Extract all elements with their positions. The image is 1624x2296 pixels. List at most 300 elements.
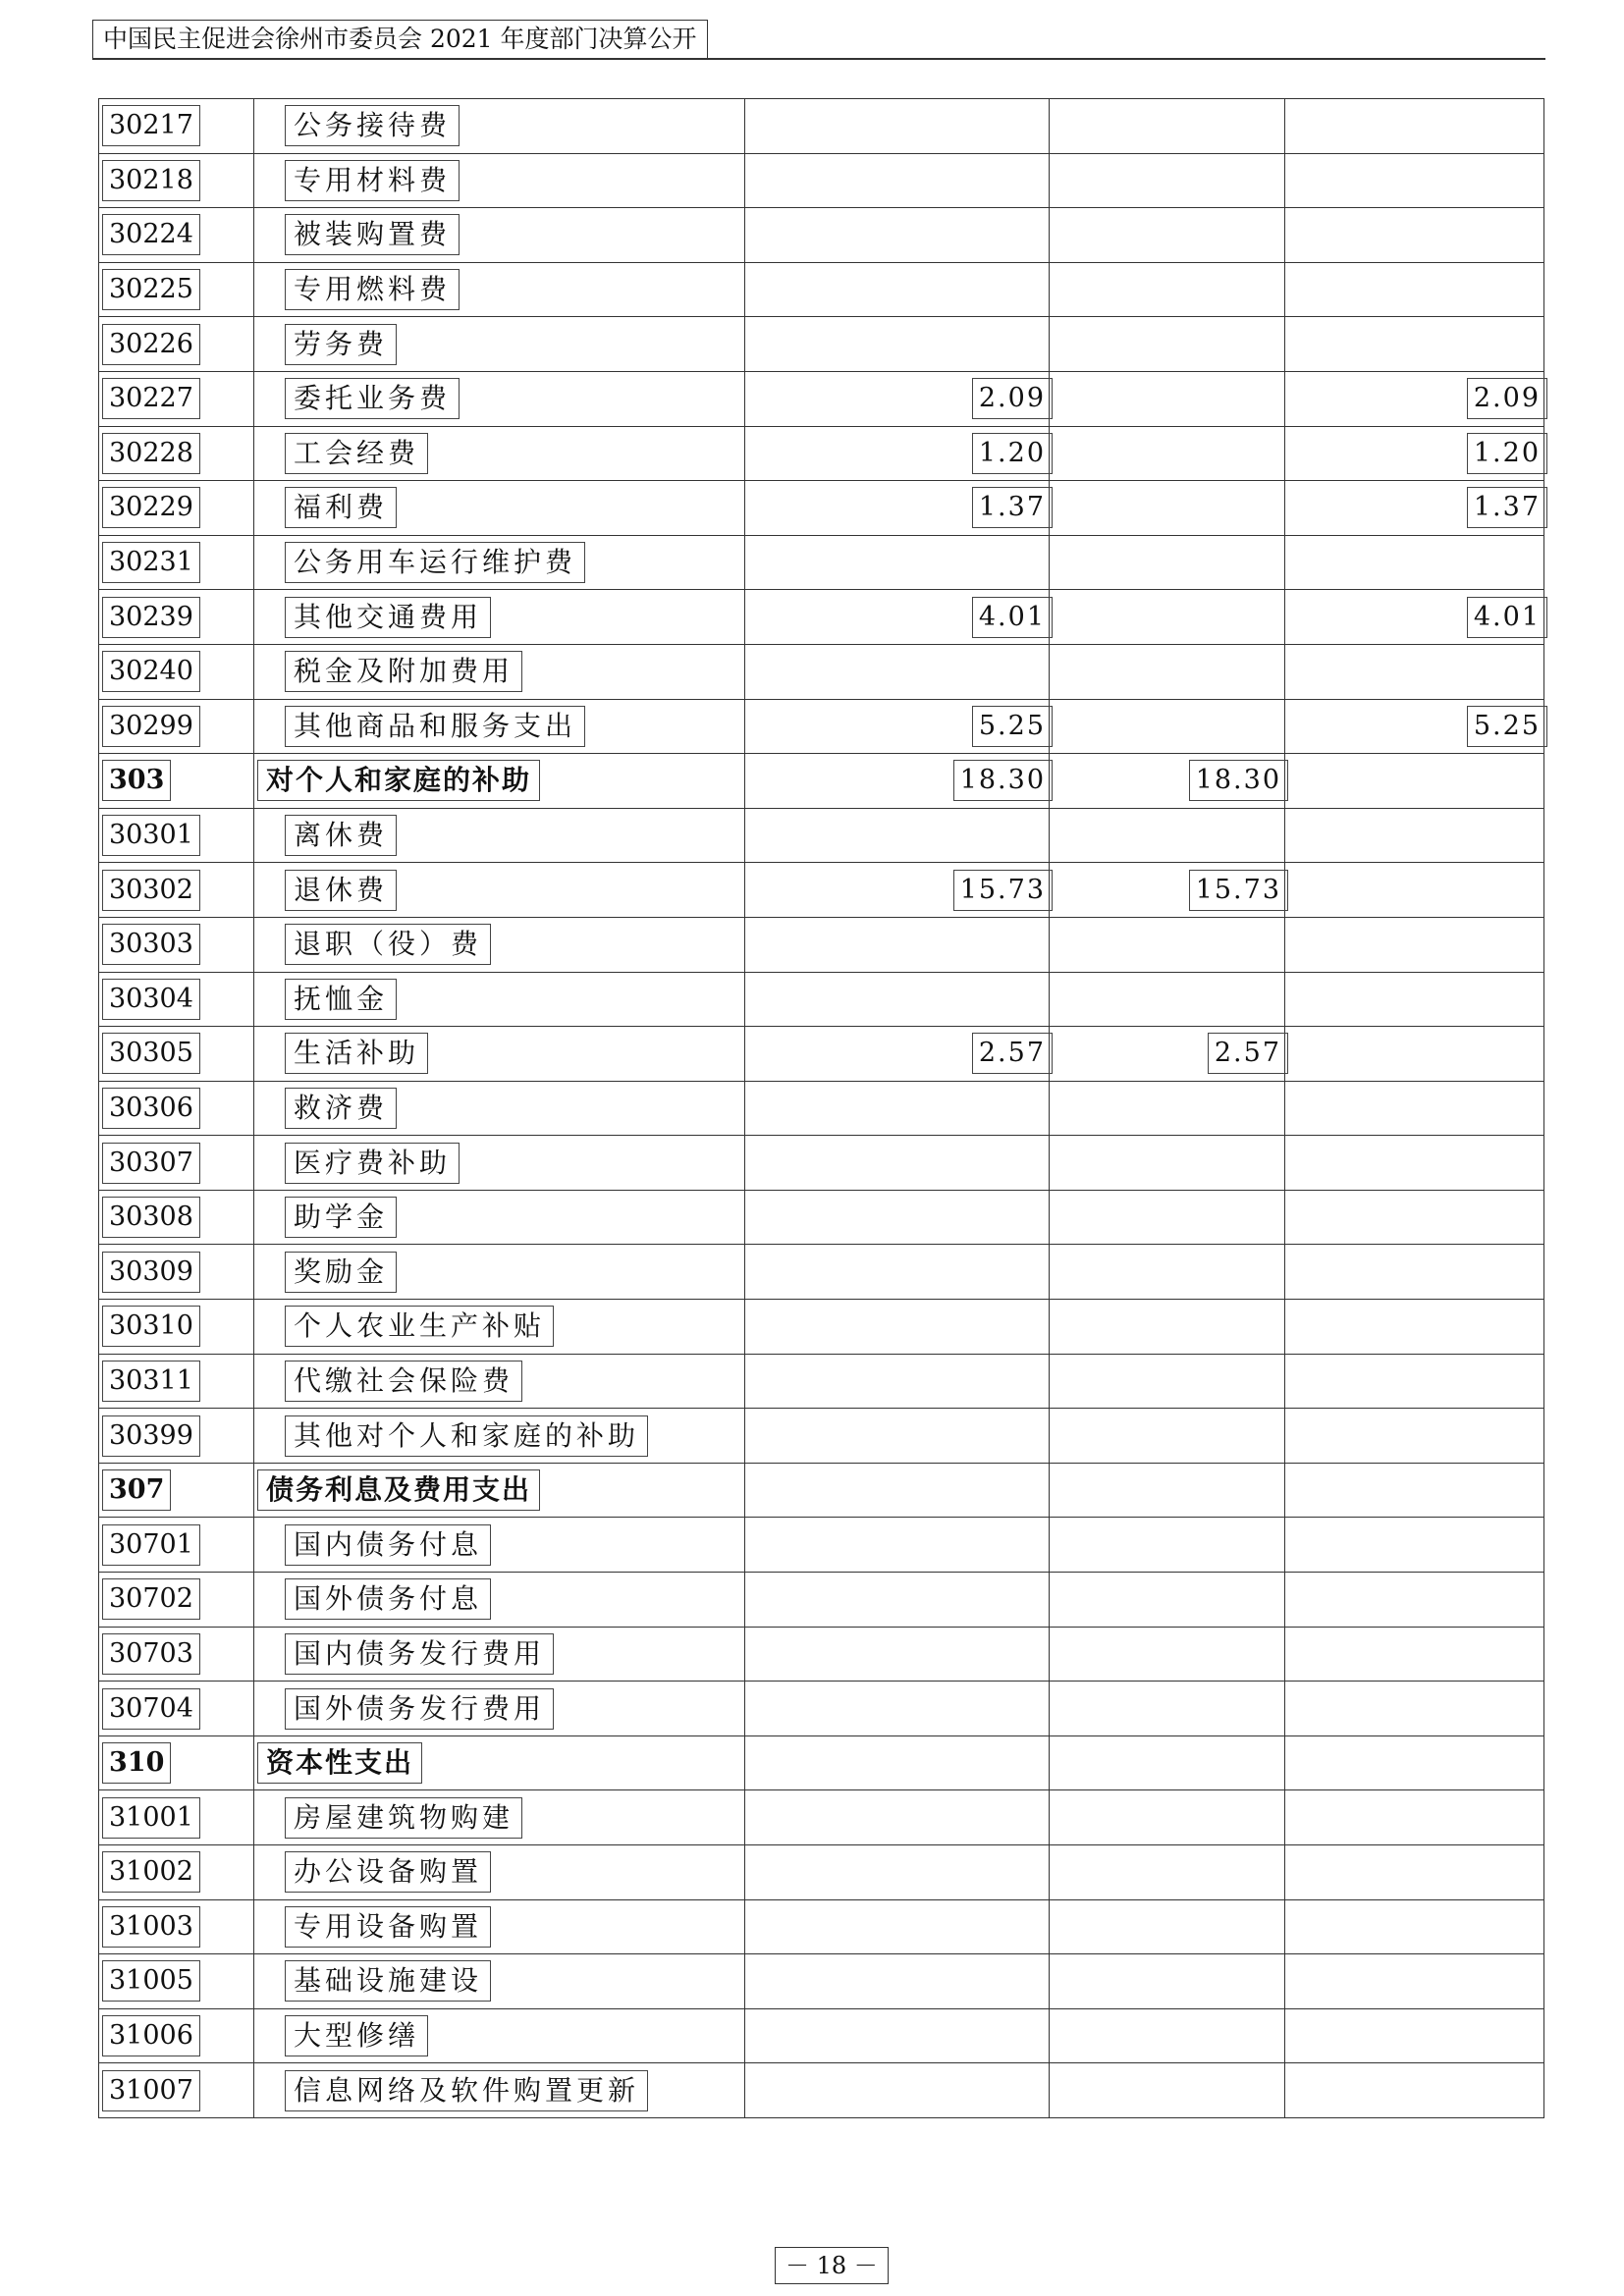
name-cell [254, 1354, 745, 1409]
table-row [99, 535, 1544, 590]
table-body [99, 99, 1544, 2118]
code-cell [99, 1081, 254, 1136]
amount-cell-b [1050, 535, 1285, 590]
subject-name: 被装购置费 [285, 214, 460, 255]
amount-cell-b [1050, 1027, 1285, 1082]
code-cell [99, 917, 254, 972]
name-cell [254, 972, 745, 1027]
code-cell [99, 426, 254, 481]
name-cell [254, 1409, 745, 1464]
table-row [99, 1518, 1544, 1573]
code-cell [99, 2008, 254, 2063]
amount-cell-b [1050, 1300, 1285, 1355]
subject-code: 30303 [102, 924, 200, 965]
table-row [99, 644, 1544, 699]
table-row [99, 426, 1544, 481]
amount-cell-a [745, 1027, 1050, 1082]
amount-cell-a [745, 808, 1050, 863]
code-cell [99, 1463, 254, 1518]
code-cell [99, 371, 254, 426]
amount-cell-c [1285, 1300, 1544, 1355]
amount-cell-c [1285, 2008, 1544, 2063]
amount-cell-c [1285, 590, 1544, 645]
amount-cell-c [1285, 153, 1544, 208]
subject-code: 30311 [102, 1361, 200, 1402]
code-cell [99, 644, 254, 699]
name-cell [254, 481, 745, 536]
amount-cell-a [745, 1081, 1050, 1136]
amount-cell-c [1285, 99, 1544, 154]
amount-cell-a [745, 535, 1050, 590]
header-rule [92, 58, 1545, 60]
amount-cell-c [1285, 1190, 1544, 1245]
amount-value: 2.09 [1467, 378, 1547, 419]
amount-cell-b [1050, 1845, 1285, 1900]
amount-value: 2.09 [972, 378, 1053, 419]
subject-name: 其他交通费用 [285, 597, 491, 638]
amount-cell-c [1285, 535, 1544, 590]
name-cell [254, 644, 745, 699]
amount-cell-b [1050, 1354, 1285, 1409]
subject-name: 国内债务发行费用 [285, 1633, 554, 1675]
code-cell [99, 699, 254, 754]
amount-cell-c [1285, 1899, 1544, 1954]
amount-cell-c [1285, 1354, 1544, 1409]
name-cell [254, 371, 745, 426]
amount-cell-c [1285, 1136, 1544, 1191]
code-cell [99, 1573, 254, 1628]
code-cell [99, 1300, 254, 1355]
amount-value: 1.37 [972, 487, 1053, 528]
amount-cell-c [1285, 644, 1544, 699]
amount-cell-b [1050, 1081, 1285, 1136]
table-row [99, 972, 1544, 1027]
amount-cell-a [745, 371, 1050, 426]
subject-code: 30301 [102, 815, 200, 856]
subject-name: 国内债务付息 [285, 1524, 491, 1566]
amount-value: 4.01 [972, 597, 1053, 638]
amount-cell-c [1285, 808, 1544, 863]
amount-cell-b [1050, 863, 1285, 918]
subject-code: 31002 [102, 1851, 200, 1893]
name-cell [254, 1627, 745, 1682]
name-cell [254, 426, 745, 481]
subject-code: 30229 [102, 487, 200, 528]
document-header [92, 20, 708, 58]
name-cell [254, 754, 745, 809]
subject-code: 30309 [102, 1252, 200, 1293]
table-row [99, 1027, 1544, 1082]
amount-cell-a [745, 1573, 1050, 1628]
name-cell [254, 1735, 745, 1790]
name-cell [254, 1845, 745, 1900]
name-cell [254, 808, 745, 863]
subject-code: 30302 [102, 870, 200, 911]
amount-cell-c [1285, 1081, 1544, 1136]
amount-cell-b [1050, 590, 1285, 645]
subject-name: 房屋建筑物购建 [285, 1797, 522, 1839]
code-cell [99, 1354, 254, 1409]
amount-cell-a [745, 1627, 1050, 1682]
name-cell [254, 1790, 745, 1845]
subject-name: 大型修缮 [285, 2015, 428, 2056]
amount-cell-c [1285, 1790, 1544, 1845]
code-cell [99, 1518, 254, 1573]
table-row [99, 699, 1544, 754]
code-cell [99, 1954, 254, 2009]
amount-cell-b [1050, 1518, 1285, 1573]
amount-cell-c [1285, 426, 1544, 481]
subject-name: 国外债务发行费用 [285, 1688, 554, 1730]
amount-value: 4.01 [1467, 597, 1547, 638]
code-cell [99, 808, 254, 863]
subject-code: 31007 [102, 2070, 200, 2111]
code-cell [99, 1027, 254, 1082]
table-row [99, 1845, 1544, 1900]
expenditure-table [98, 98, 1544, 2118]
name-cell [254, 153, 745, 208]
amount-cell-b [1050, 1245, 1285, 1300]
amount-cell-a [745, 153, 1050, 208]
code-cell [99, 153, 254, 208]
subject-name: 其他对个人和家庭的补助 [285, 1415, 648, 1457]
subject-name: 生活补助 [285, 1033, 428, 1074]
amount-cell-c [1285, 317, 1544, 372]
amount-cell-c [1285, 863, 1544, 918]
header-title: 中国民主促进会徐州市委员会 2021 年度部门决算公开 [103, 25, 697, 53]
subject-code: 30305 [102, 1033, 200, 1074]
amount-value: 1.20 [972, 433, 1053, 474]
subject-code: 30310 [102, 1306, 200, 1347]
subject-name: 基础设施建设 [285, 1960, 491, 2002]
name-cell [254, 1081, 745, 1136]
amount-cell-a [745, 1735, 1050, 1790]
code-cell [99, 590, 254, 645]
code-cell [99, 1845, 254, 1900]
subject-name: 工会经费 [285, 433, 428, 474]
table-row [99, 1790, 1544, 1845]
amount-cell-a [745, 1136, 1050, 1191]
subject-code: 307 [102, 1469, 171, 1511]
code-cell [99, 863, 254, 918]
amount-cell-b [1050, 371, 1285, 426]
table-row [99, 1682, 1544, 1736]
table-row [99, 1735, 1544, 1790]
amount-cell-a [745, 1463, 1050, 1518]
code-cell [99, 262, 254, 317]
amount-cell-a [745, 1300, 1050, 1355]
amount-cell-b [1050, 754, 1285, 809]
subject-name: 税金及附加费用 [285, 651, 522, 692]
amount-cell-b [1050, 1899, 1285, 1954]
code-cell [99, 1682, 254, 1736]
table-row [99, 262, 1544, 317]
subject-code: 31005 [102, 1960, 200, 2002]
amount-cell-b [1050, 917, 1285, 972]
amount-value: 1.37 [1467, 487, 1547, 528]
amount-cell-a [745, 208, 1050, 263]
subject-name: 资本性支出 [257, 1742, 422, 1784]
code-cell [99, 1790, 254, 1845]
amount-cell-b [1050, 1463, 1285, 1518]
subject-name: 公务用车运行维护费 [285, 542, 585, 583]
amount-cell-b [1050, 699, 1285, 754]
name-cell [254, 1136, 745, 1191]
amount-cell-a [745, 2063, 1050, 2118]
amount-cell-b [1050, 1790, 1285, 1845]
amount-cell-a [745, 1518, 1050, 1573]
subject-code: 30306 [102, 1088, 200, 1129]
subject-name: 专用燃料费 [285, 269, 460, 310]
amount-cell-b [1050, 1136, 1285, 1191]
subject-name: 离休费 [285, 815, 397, 856]
subject-code: 30226 [102, 324, 200, 365]
amount-cell-a [745, 863, 1050, 918]
name-cell [254, 1300, 745, 1355]
amount-cell-b [1050, 208, 1285, 263]
amount-cell-b [1050, 808, 1285, 863]
amount-cell-c [1285, 1245, 1544, 1300]
amount-cell-b [1050, 1409, 1285, 1464]
amount-cell-b [1050, 644, 1285, 699]
subject-code: 30225 [102, 269, 200, 310]
amount-cell-b [1050, 153, 1285, 208]
table-row [99, 754, 1544, 809]
amount-cell-c [1285, 1954, 1544, 2009]
table-row [99, 1463, 1544, 1518]
subject-code: 30231 [102, 542, 200, 583]
amount-cell-a [745, 1682, 1050, 1736]
name-cell [254, 99, 745, 154]
amount-cell-c [1285, 2063, 1544, 2118]
amount-cell-b [1050, 1682, 1285, 1736]
subject-code: 30399 [102, 1415, 200, 1457]
subject-name: 办公设备购置 [285, 1851, 491, 1893]
amount-value: 18.30 [1189, 760, 1288, 801]
subject-name: 退休费 [285, 870, 397, 911]
subject-name: 助学金 [285, 1197, 397, 1238]
subject-name: 福利费 [285, 487, 397, 528]
subject-name: 其他商品和服务支出 [285, 706, 585, 747]
table-row [99, 808, 1544, 863]
name-cell [254, 208, 745, 263]
subject-name: 信息网络及软件购置更新 [285, 2070, 648, 2111]
subject-code: 30227 [102, 378, 200, 419]
code-cell [99, 535, 254, 590]
table-row [99, 1300, 1544, 1355]
subject-code: 310 [102, 1742, 171, 1784]
name-cell [254, 1463, 745, 1518]
table-row [99, 1573, 1544, 1628]
table-row [99, 1627, 1544, 1682]
subject-code: 30701 [102, 1524, 200, 1566]
table-row [99, 1899, 1544, 1954]
amount-cell-a [745, 481, 1050, 536]
table-row [99, 2063, 1544, 2118]
name-cell [254, 262, 745, 317]
table-row [99, 2008, 1544, 2063]
amount-cell-a [745, 1409, 1050, 1464]
amount-cell-b [1050, 1190, 1285, 1245]
amount-cell-a [745, 1899, 1050, 1954]
amount-cell-b [1050, 426, 1285, 481]
amount-cell-a [745, 262, 1050, 317]
name-cell [254, 2008, 745, 2063]
name-cell [254, 1518, 745, 1573]
amount-cell-a [745, 590, 1050, 645]
amount-cell-c [1285, 371, 1544, 426]
subject-name: 国外债务付息 [285, 1578, 491, 1620]
table-row [99, 1354, 1544, 1409]
amount-value: 2.57 [1208, 1033, 1288, 1074]
amount-cell-b [1050, 2063, 1285, 2118]
amount-cell-b [1050, 317, 1285, 372]
amount-cell-a [745, 99, 1050, 154]
name-cell [254, 1245, 745, 1300]
subject-name: 医疗费补助 [285, 1143, 460, 1184]
amount-cell-c [1285, 972, 1544, 1027]
subject-name: 抚恤金 [285, 979, 397, 1020]
amount-cell-b [1050, 1954, 1285, 2009]
amount-cell-c [1285, 1027, 1544, 1082]
code-cell [99, 754, 254, 809]
amount-cell-b [1050, 99, 1285, 154]
name-cell [254, 1899, 745, 1954]
amount-value: 2.57 [972, 1033, 1053, 1074]
subject-code: 30224 [102, 214, 200, 255]
table-row [99, 481, 1544, 536]
subject-code: 30702 [102, 1578, 200, 1620]
code-cell [99, 317, 254, 372]
amount-cell-c [1285, 1463, 1544, 1518]
amount-cell-c [1285, 917, 1544, 972]
amount-value: 5.25 [1467, 706, 1547, 747]
code-cell [99, 1627, 254, 1682]
subject-name: 劳务费 [285, 324, 397, 365]
table-row [99, 1136, 1544, 1191]
table-row [99, 208, 1544, 263]
amount-cell-c [1285, 1627, 1544, 1682]
table-row [99, 99, 1544, 154]
code-cell [99, 1735, 254, 1790]
amount-cell-a [745, 1845, 1050, 1900]
subject-name: 退职（役）费 [285, 924, 491, 965]
amount-value: 15.73 [1189, 870, 1288, 911]
amount-cell-b [1050, 2008, 1285, 2063]
amount-cell-b [1050, 262, 1285, 317]
subject-name: 专用材料费 [285, 160, 460, 201]
code-cell [99, 1245, 254, 1300]
code-cell [99, 99, 254, 154]
name-cell [254, 535, 745, 590]
amount-cell-b [1050, 1627, 1285, 1682]
code-cell [99, 481, 254, 536]
code-cell [99, 208, 254, 263]
name-cell [254, 317, 745, 372]
subject-code: 30703 [102, 1633, 200, 1675]
table-row [99, 917, 1544, 972]
amount-cell-c [1285, 208, 1544, 263]
name-cell [254, 1682, 745, 1736]
name-cell [254, 699, 745, 754]
subject-code: 30704 [102, 1688, 200, 1730]
name-cell [254, 917, 745, 972]
amount-cell-a [745, 1245, 1050, 1300]
amount-cell-c [1285, 1409, 1544, 1464]
table-row [99, 1409, 1544, 1464]
name-cell [254, 2063, 745, 2118]
code-cell [99, 1136, 254, 1191]
subject-code: 31003 [102, 1906, 200, 1948]
subject-name: 委托业务费 [285, 378, 460, 419]
subject-name: 个人农业生产补贴 [285, 1306, 554, 1347]
amount-cell-a [745, 917, 1050, 972]
subject-code: 30217 [102, 105, 200, 146]
code-cell [99, 1899, 254, 1954]
amount-value: 18.30 [953, 760, 1053, 801]
code-cell [99, 1190, 254, 1245]
subject-code: 30239 [102, 597, 200, 638]
table-row [99, 863, 1544, 918]
name-cell [254, 1027, 745, 1082]
name-cell [254, 1954, 745, 2009]
amount-cell-a [745, 1954, 1050, 2009]
amount-cell-a [745, 1190, 1050, 1245]
amount-cell-a [745, 317, 1050, 372]
subject-code: 30299 [102, 706, 200, 747]
table-row [99, 1954, 1544, 2009]
table-row [99, 1081, 1544, 1136]
table-row [99, 590, 1544, 645]
name-cell [254, 590, 745, 645]
name-cell [254, 1573, 745, 1628]
subject-code: 30240 [102, 651, 200, 692]
amount-cell-c [1285, 1845, 1544, 1900]
subject-code: 31006 [102, 2015, 200, 2056]
amount-cell-a [745, 972, 1050, 1027]
amount-cell-c [1285, 1573, 1544, 1628]
subject-code: 30308 [102, 1197, 200, 1238]
amount-cell-a [745, 2008, 1050, 2063]
page-number-text: － 18 － [785, 2252, 878, 2279]
amount-cell-c [1285, 699, 1544, 754]
amount-cell-c [1285, 1682, 1544, 1736]
subject-name: 公务接待费 [285, 105, 460, 146]
amount-cell-a [745, 1790, 1050, 1845]
amount-cell-a [745, 754, 1050, 809]
amount-cell-b [1050, 481, 1285, 536]
amount-cell-b [1050, 1735, 1285, 1790]
name-cell [254, 863, 745, 918]
table-row [99, 153, 1544, 208]
subject-code: 303 [102, 760, 171, 801]
subject-code: 30307 [102, 1143, 200, 1184]
amount-value: 5.25 [972, 706, 1053, 747]
amount-cell-b [1050, 1573, 1285, 1628]
amount-cell-a [745, 426, 1050, 481]
amount-cell-b [1050, 972, 1285, 1027]
table-row [99, 317, 1544, 372]
name-cell [254, 1190, 745, 1245]
table-row [99, 1190, 1544, 1245]
subject-code: 30228 [102, 433, 200, 474]
code-cell [99, 1409, 254, 1464]
amount-cell-a [745, 699, 1050, 754]
subject-name: 奖励金 [285, 1252, 397, 1293]
subject-code: 30218 [102, 160, 200, 201]
subject-name: 救济费 [285, 1088, 397, 1129]
amount-cell-c [1285, 481, 1544, 536]
